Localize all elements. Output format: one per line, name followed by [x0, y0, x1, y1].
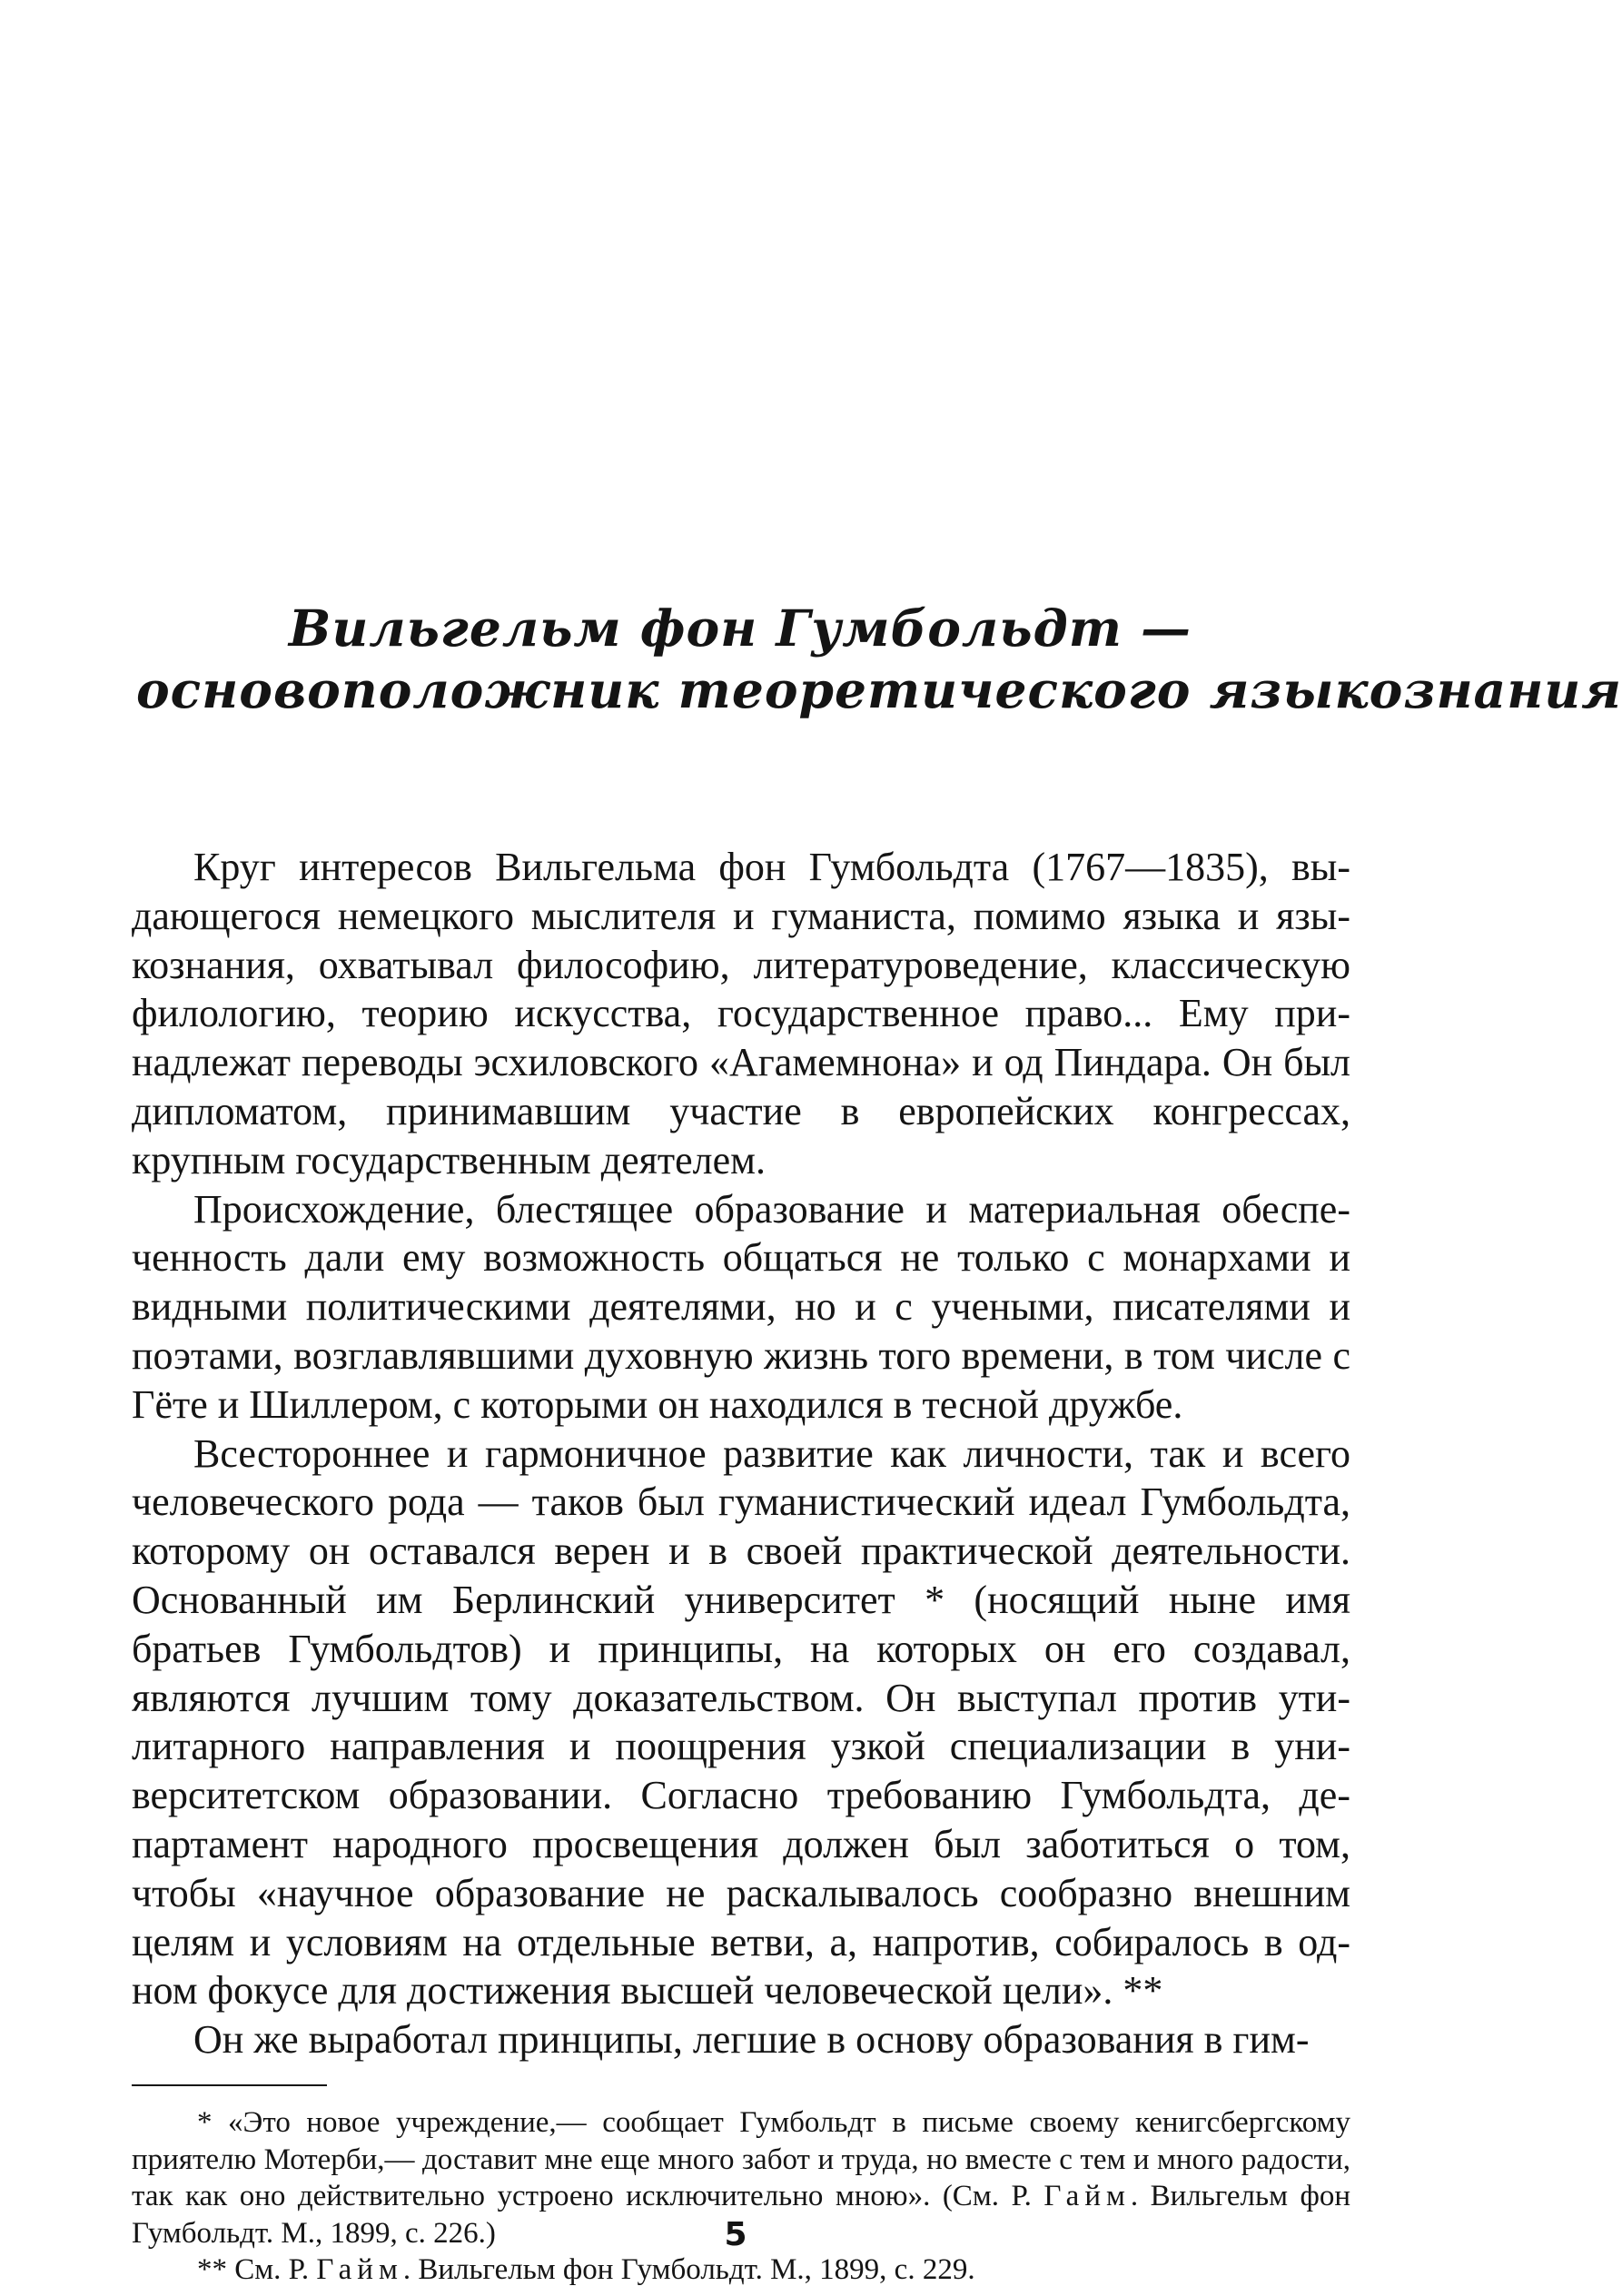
chapter-title — [136, 598, 1622, 721]
footnote-2-source: . Вильгельм фон Гумбольдт. М., 1899, с. 229. — [402, 2253, 975, 2286]
page-number: 5 — [724, 2216, 747, 2253]
body-text — [132, 843, 1350, 2064]
paragraph-3: Всестороннее и гармоничное развитие как личности, так и всего человеческого рода — таков был гуманистический идеал Гумбольдта, которому он оставался верен и в своей практической деятельности. Основанный им Берлинский университет * (носящий ныне имя братьев Гумбольдтов) и принципы, на которых он его создавал, являются лучшим тому доказательством. Он выступал против утилитарного направления и поощрения узкой специализации в университетском образовании. Согласно требованию Гумбольдта, департамент народного просвещения должен был заботиться о том, чтобы «научное образование не раскалывалось сообразно внешним целям и условиям на отдельные ветви, а, напротив, собиралось в одном фокусе для достижения высшей человеческой цели». ** — [132, 1430, 1350, 2014]
footnote-1-text: * «Это новое учреждение,— сообщает Гумбольдт в письме своему кенигсбергскому приятелю Мотерби,— доставит мне еще много забот и труда, но вместе с тем и много радости, так как оно действительно устроено исключительно мною». (См. Р. — [132, 2106, 1350, 2212]
paragraph-1: Круг интересов Вильгельма фон Гумбольдта (1767—1835), выдающегося немецкого мыслителя и гуманиста, помимо языка и языкознания, охватывал философию, литературоведение, классическую филологию, теорию искусства, государственное право... Ему принадлежат переводы эсхиловского «Агамемнона» и од Пиндара. Он был дипломатом, принимавшим участие в европейских конгрессах, крупным государственным деятелем. — [132, 845, 1350, 1183]
footnote-separator — [132, 2084, 327, 2086]
chapter-title-line-1: Вильгельм фон Гумбольдт — — [288, 599, 1192, 658]
chapter-title-line-2: основоположник теоретического языкознания — [136, 660, 1622, 719]
paragraph-2: Происхождение, блестящее образование и материальная обеспеченность дали ему возможность общаться не только с монархами и видными политическими деятелями, но и с учеными, писателями и поэтами, возглавлявшими духовную жизнь того времени, в том числе с Гёте и Шиллером, с которыми он находился в тесной дружбе. — [132, 1186, 1350, 1427]
footnote-2 — [132, 2251, 1350, 2289]
footnote-2-author: Гайм — [316, 2253, 403, 2286]
footnotes — [132, 2104, 1350, 2289]
paragraph-4: Он же выработал принципы, легшие в основу образования в гим- — [193, 2017, 1310, 2063]
footnote-2-text: ** См. Р. — [197, 2253, 317, 2286]
footnote-1-source: . Вильгельм фон Гумбольдт. М., 1899, с. 226.) — [132, 2180, 1350, 2250]
footnote-1-author: Гайм — [1043, 2180, 1131, 2212]
